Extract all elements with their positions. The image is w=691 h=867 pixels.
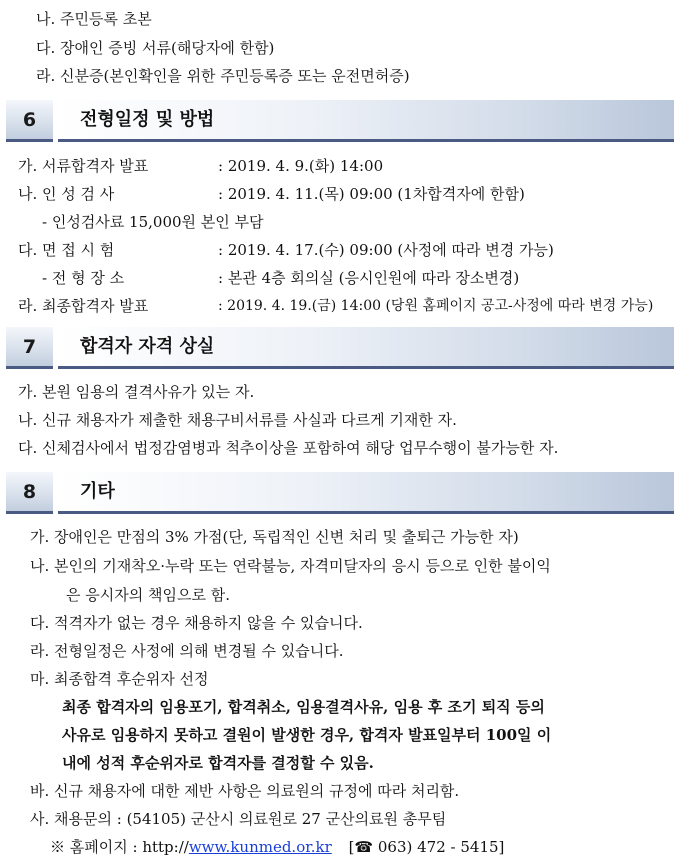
section-title-bar [58, 472, 674, 514]
list-item: 나. 신규 채용자가 제출한 채용구비서류를 사실과 다르게 기재한 자. [18, 411, 457, 429]
list-item: 나. 본인의 기재착오·누락 또는 연락불능, 자격미달자의 응시 등으로 인한 불이익 [30, 557, 551, 575]
section-title: 전형일정 및 방법 [80, 109, 215, 130]
schedule-label: 라. 최종합격자 발표 [18, 297, 149, 315]
section-header-7 [6, 327, 674, 369]
phone-number: 063) 472 - 5415] [373, 838, 505, 856]
list-item: 나. 주민등록 초본 [36, 10, 152, 28]
list-item: 라. 신분증(본인확인을 위한 주민등록증 또는 운전면허증) [36, 67, 410, 85]
schedule-label: - 전 형 장 소 [42, 269, 125, 287]
emphasis-line: 내에 성적 후순위자로 합격자를 결정할 수 있음. [62, 754, 374, 772]
schedule-value: : 2019. 4. 9.(화) 14:00 [218, 157, 384, 175]
list-item: 가. 장애인은 만점의 3% 가점(단, 독립적인 신변 처리 및 출퇴근 가능한 자) [30, 528, 519, 546]
schedule-note: - 인성검사료 15,000원 본인 부담 [42, 213, 264, 231]
schedule-value: : 2019. 4. 17.(수) 09:00 (사정에 따라 변경 가능) [218, 241, 554, 259]
phone-bracket: [ [348, 838, 355, 856]
section-header-8 [6, 472, 674, 514]
section-number: 7 [6, 327, 53, 369]
schedule-label: 나. 인 성 검 사 [18, 185, 115, 203]
list-item: 라. 전형일정은 사정에 의해 변경될 수 있습니다. [30, 642, 344, 660]
schedule-value: : 2019. 4. 19.(금) 14:00 (당원 홈페이지 공고-사정에 따라 변경 가능) [218, 298, 654, 314]
list-item: 가. 본원 임용의 결격사유가 있는 자. [18, 383, 255, 401]
section-header-6 [6, 100, 674, 142]
homepage-prefix: ※ 홈페이지 : http:// [50, 838, 189, 856]
section-title-bar [58, 100, 674, 142]
list-item: 다. 장애인 증빙 서류(해당자에 한함) [36, 39, 275, 57]
list-item: 바. 신규 채용자에 대한 제반 사항은 의료원의 규정에 따라 처리함. [30, 782, 460, 800]
homepage-line [50, 837, 504, 857]
emphasis-line: 사유로 임용하지 못하고 결원이 발생한 경우, 합격자 발표일부터 100일 이 [62, 726, 552, 744]
section-title: 합격자 자격 상실 [80, 336, 215, 357]
phone-icon: ☎ [354, 838, 374, 856]
list-item: 마. 최종합격 후순위자 선정 [30, 670, 209, 688]
emphasis-line: 최종 합격자의 임용포기, 합격취소, 임용결격사유, 임용 후 조기 퇴직 등의 [62, 698, 545, 716]
schedule-value: : 본관 4층 회의실 (응시인원에 따라 장소변경) [218, 269, 520, 287]
list-item: 다. 적격자가 없는 경우 채용하지 않을 수 있습니다. [30, 614, 363, 632]
homepage-link[interactable]: www.kunmed.or.kr [188, 838, 332, 856]
section-number: 8 [6, 472, 53, 514]
list-item: 사. 채용문의 : (54105) 군산시 의료원로 27 군산의료원 총무팀 [30, 810, 447, 828]
section-number: 6 [6, 100, 53, 142]
list-item-continued: 은 응시자의 책임으로 함. [66, 586, 230, 604]
section-title-bar [58, 327, 674, 369]
section-title: 기타 [80, 481, 115, 502]
schedule-value: : 2019. 4. 11.(목) 09:00 (1차합격자에 한함) [218, 185, 525, 203]
schedule-label: 가. 서류합격자 발표 [18, 157, 149, 175]
list-item: 다. 신체검사에서 법정감염병과 척추이상을 포함하여 해당 업무수행이 불가능한 자. [18, 439, 559, 457]
schedule-label: 다. 면 접 시 험 [18, 241, 115, 259]
